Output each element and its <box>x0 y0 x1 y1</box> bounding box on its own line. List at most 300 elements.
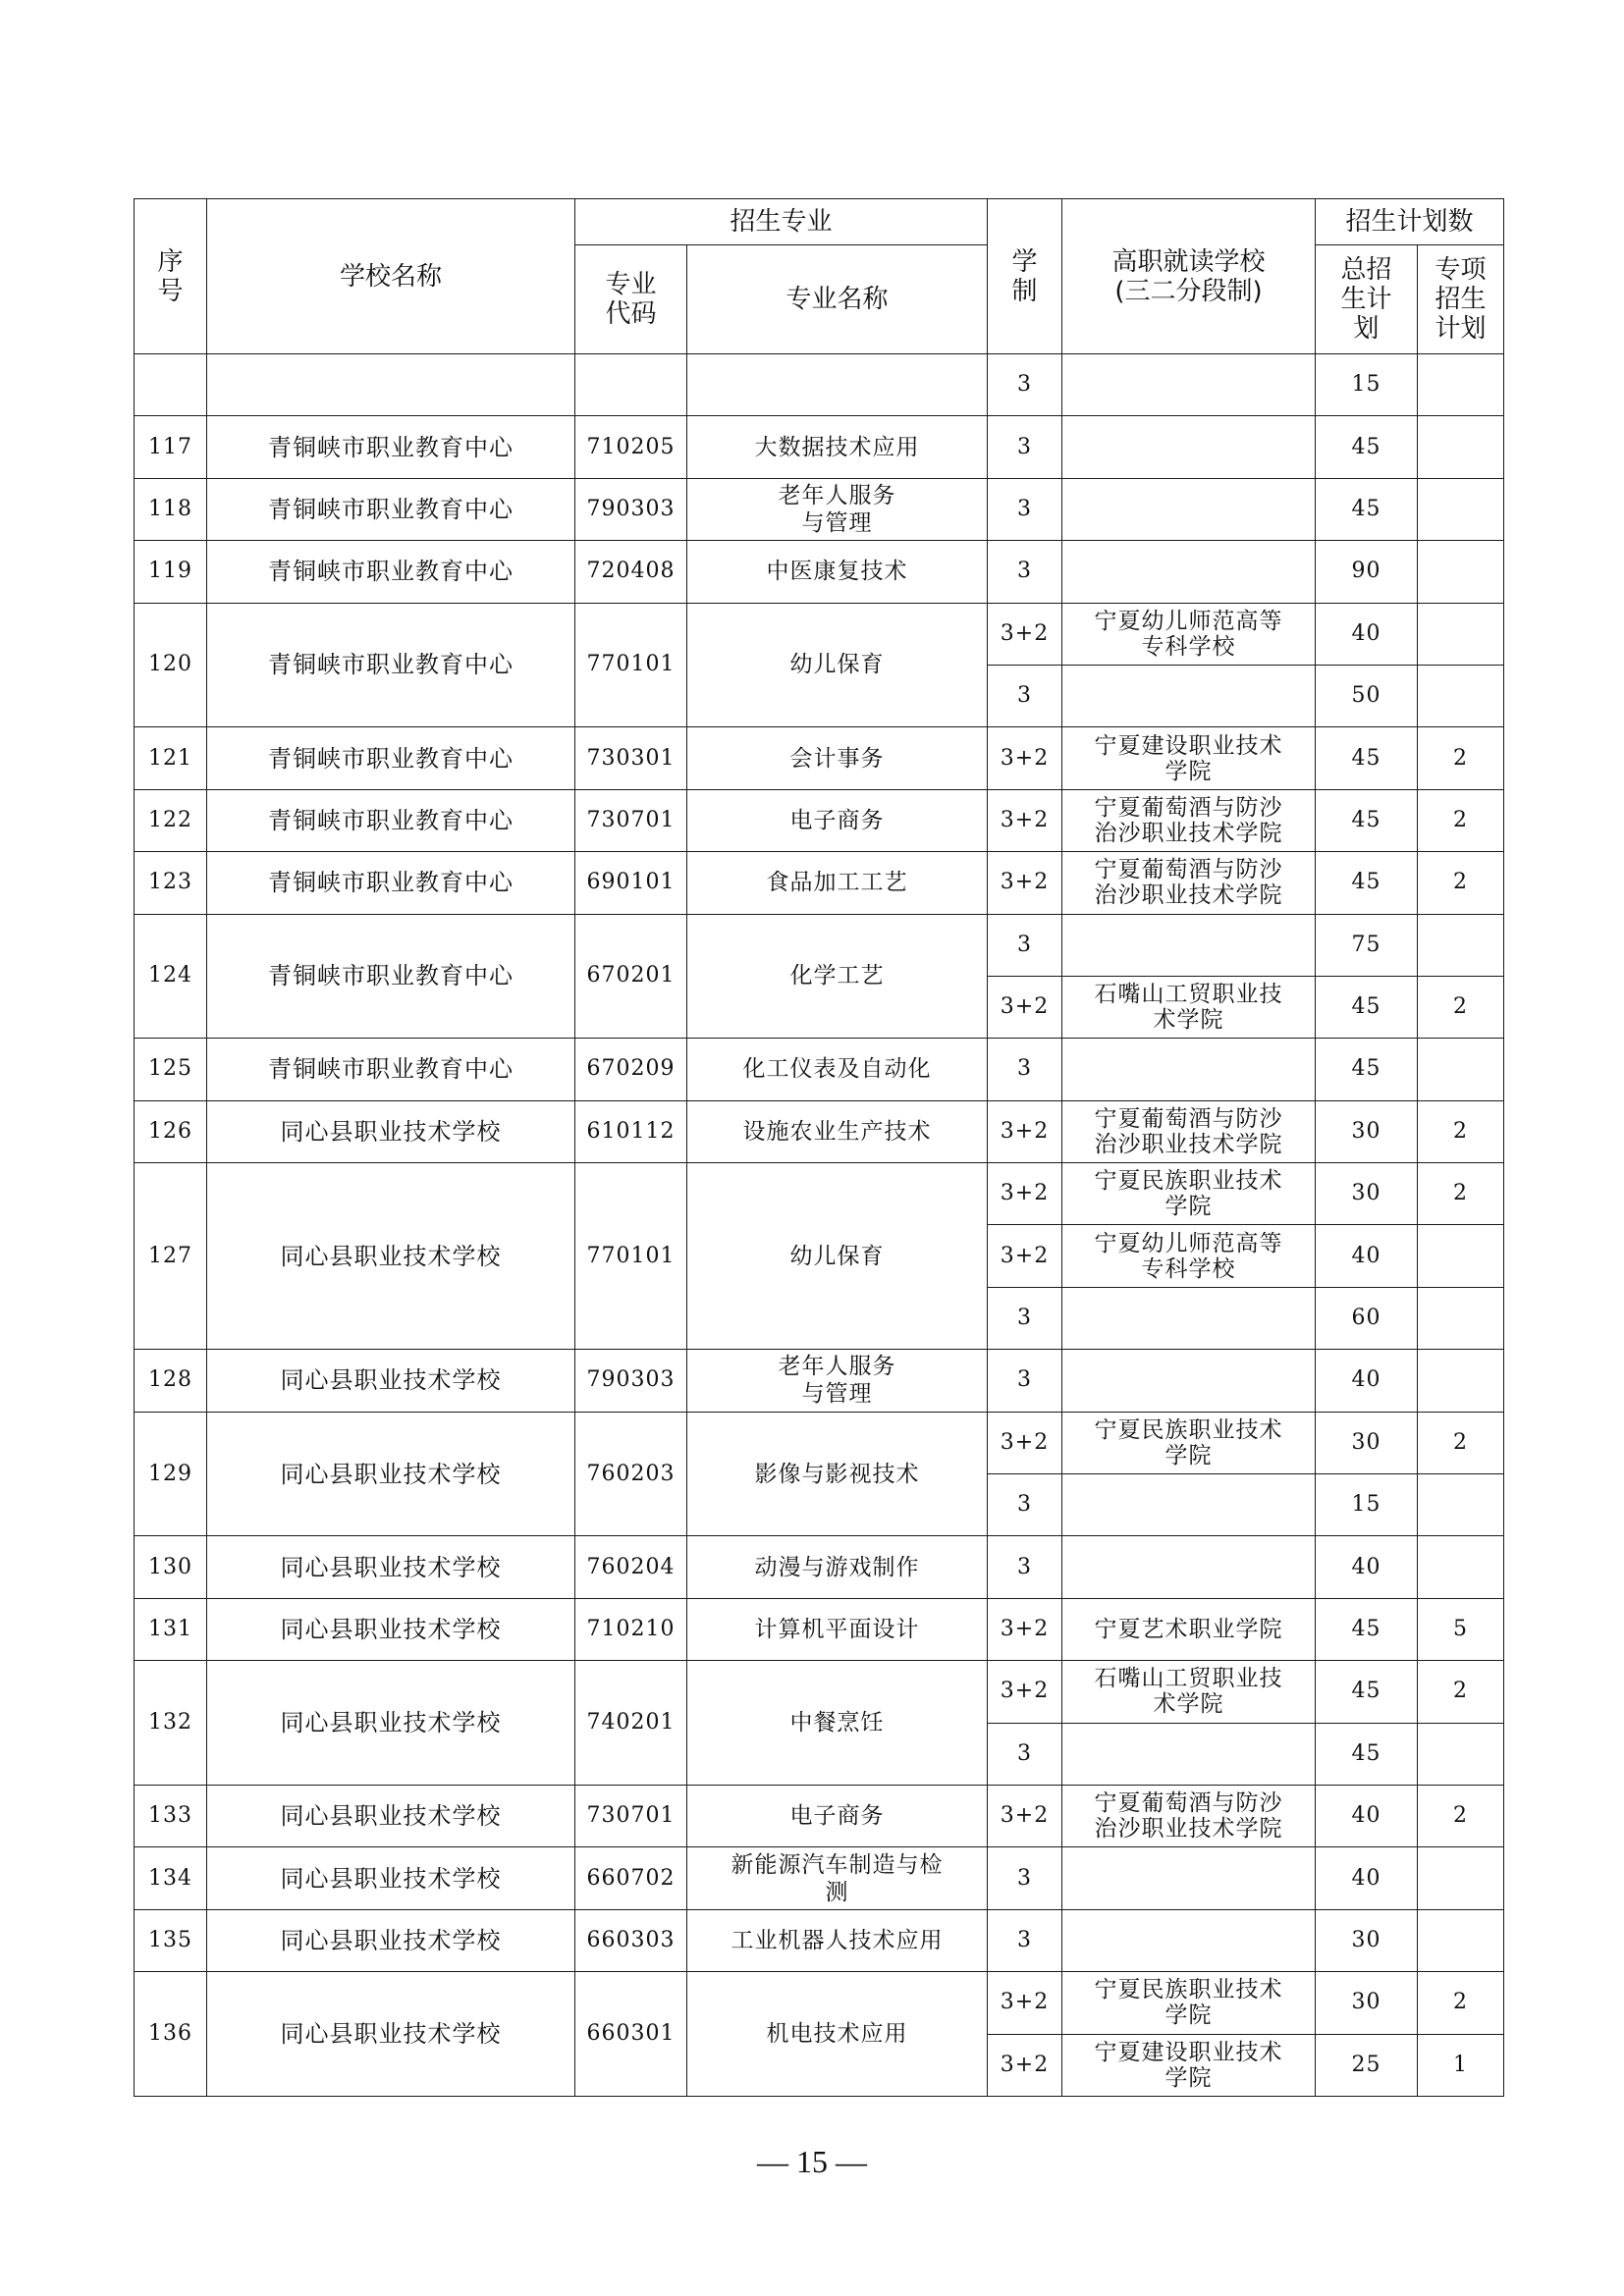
row-plan-total-text: 45 <box>1351 807 1381 832</box>
row-major-name-text: 设施农业生产技术 <box>742 1118 932 1145</box>
row-plan-total <box>1316 478 1418 540</box>
row-plan-special-text: 2 <box>1453 1803 1468 1829</box>
row-major-name-text: 老年人服务 与管理 <box>778 482 896 536</box>
row-major-name <box>687 1661 988 1786</box>
row-plan-total-text: 45 <box>1351 745 1381 771</box>
row-major-name <box>687 1100 988 1162</box>
row-plan-special <box>1418 1972 1504 2034</box>
row-seq <box>135 914 207 1039</box>
row-plan-total <box>1316 1163 1418 1225</box>
row-major-code <box>575 478 687 540</box>
row-plan-special <box>1418 1598 1504 1660</box>
row-major-code-text: 610112 <box>586 1118 676 1144</box>
row-plan-total-text: 75 <box>1351 932 1381 957</box>
row-school-name-text: 同心县职业技术学校 <box>280 1709 502 1737</box>
row-major-name-text: 机电技术应用 <box>766 2021 908 2048</box>
row-duration-text: 3+2 <box>1000 1617 1050 1641</box>
row-major-name <box>687 603 988 727</box>
table-row <box>135 1847 1504 1909</box>
row-plan-special <box>1418 1723 1504 1785</box>
row-major-code-text: 790303 <box>586 1367 676 1393</box>
row-school-name-text: 青铜峡市职业教育中心 <box>268 558 514 586</box>
row-major-name-text: 会计事务 <box>789 745 885 772</box>
row-higher-school <box>1062 354 1316 416</box>
row-plan-total <box>1316 727 1418 789</box>
row-plan-special <box>1418 416 1504 478</box>
row-plan-total <box>1316 1909 1418 1971</box>
row-duration <box>988 354 1062 416</box>
row-school-name-text: 同心县职业技术学校 <box>280 1553 502 1581</box>
row-major-code-text: 670209 <box>586 1056 676 1082</box>
row-plan-special <box>1418 1536 1504 1598</box>
row-plan-special-text: 2 <box>1453 1429 1468 1455</box>
row-duration-text: 3 <box>1017 434 1032 459</box>
row-higher-school-text: 宁夏民族职业技术 学院 <box>1094 1977 1283 2029</box>
row-plan-total-text: 45 <box>1351 496 1381 521</box>
row-major-name-text: 动漫与游戏制作 <box>754 1554 920 1580</box>
row-higher-school <box>1062 416 1316 478</box>
row-plan-total-text: 50 <box>1351 683 1381 709</box>
row-plan-special-text: 2 <box>1453 807 1468 832</box>
row-higher-school <box>1062 1723 1316 1785</box>
row-seq-text: 125 <box>148 1056 192 1082</box>
row-higher-school <box>1062 1163 1316 1225</box>
row-plan-special <box>1418 1847 1504 1909</box>
row-plan-special <box>1418 1474 1504 1536</box>
row-duration-text: 3+2 <box>1000 1679 1050 1704</box>
row-duration-text: 3 <box>1017 1056 1032 1082</box>
row-seq <box>135 1039 207 1100</box>
row-duration <box>988 416 1062 478</box>
table-row <box>135 1972 1504 2034</box>
row-seq-text: 131 <box>148 1617 192 1641</box>
row-school-name-text: 同心县职业技术学校 <box>280 1802 502 1831</box>
row-higher-school-text: 宁夏葡萄酒与防沙 治沙职业技术学院 <box>1094 857 1283 909</box>
row-plan-total-text: 90 <box>1351 559 1381 584</box>
row-plan-special <box>1418 541 1504 603</box>
row-plan-total <box>1316 1847 1418 1909</box>
row-seq-text: 129 <box>148 1461 192 1486</box>
row-major-code <box>575 1100 687 1162</box>
row-seq-text: 135 <box>148 1927 192 1952</box>
table-row <box>135 789 1504 851</box>
row-major-name-text: 计算机平面设计 <box>754 1617 920 1642</box>
row-higher-school <box>1062 1598 1316 1660</box>
row-major-code <box>575 1598 687 1660</box>
row-plan-total-text: 60 <box>1351 1306 1381 1331</box>
row-school-name-text: 青铜峡市职业教育中心 <box>268 651 514 679</box>
row-major-name <box>687 354 988 416</box>
row-plan-total-text: 40 <box>1351 1803 1381 1829</box>
row-school-name <box>207 1412 575 1536</box>
row-higher-school-text: 宁夏民族职业技术 学院 <box>1094 1168 1283 1220</box>
row-school-name <box>207 914 575 1039</box>
row-higher-school <box>1062 603 1316 665</box>
row-school-name-text: 同心县职业技术学校 <box>280 2020 502 2049</box>
row-plan-special <box>1418 665 1504 726</box>
row-higher-school-text: 石嘴山工贸职业技 术学院 <box>1094 982 1283 1034</box>
row-school-name <box>207 1598 575 1660</box>
row-plan-total <box>1316 603 1418 665</box>
header-major-group <box>575 199 988 245</box>
row-major-code <box>575 603 687 727</box>
row-school-name <box>207 541 575 603</box>
row-plan-total <box>1316 1100 1418 1162</box>
row-major-code <box>575 789 687 851</box>
enrollment-plan-table <box>134 198 1504 2097</box>
row-seq-text: 117 <box>148 434 192 459</box>
row-major-name <box>687 541 988 603</box>
row-school-name <box>207 354 575 416</box>
row-major-name <box>687 914 988 1039</box>
row-plan-total <box>1316 354 1418 416</box>
row-duration <box>988 541 1062 603</box>
row-higher-school-text: 宁夏幼儿师范高等 专科学校 <box>1094 1230 1283 1282</box>
row-duration <box>988 1350 1062 1412</box>
row-higher-school <box>1062 727 1316 789</box>
row-plan-total <box>1316 1287 1418 1349</box>
row-higher-school-text: 宁夏葡萄酒与防沙 治沙职业技术学院 <box>1094 1790 1283 1842</box>
row-higher-school <box>1062 478 1316 540</box>
row-plan-total-text: 15 <box>1351 372 1381 398</box>
row-major-name-text: 食品加工工艺 <box>766 870 908 896</box>
row-major-name <box>687 1350 988 1412</box>
row-school-name <box>207 852 575 914</box>
row-higher-school <box>1062 665 1316 726</box>
row-higher-school <box>1062 914 1316 976</box>
row-higher-school-text: 石嘴山工贸职业技 术学院 <box>1094 1666 1283 1718</box>
row-seq-text: 133 <box>148 1803 192 1829</box>
row-plan-special <box>1418 1350 1504 1412</box>
row-major-code-text: 660303 <box>586 1927 676 1952</box>
row-major-name-text: 幼儿保育 <box>789 1243 885 1269</box>
row-plan-special <box>1418 914 1504 976</box>
row-seq <box>135 1412 207 1536</box>
row-school-name-text: 青铜峡市职业教育中心 <box>268 744 514 773</box>
row-school-name <box>207 1536 575 1598</box>
row-duration-text: 3+2 <box>1000 1429 1050 1455</box>
row-higher-school-text: 宁夏艺术职业学院 <box>1094 1617 1283 1642</box>
row-major-name-text: 电子商务 <box>789 1803 885 1830</box>
row-higher-school <box>1062 1972 1316 2034</box>
row-school-name <box>207 1847 575 1909</box>
row-school-name-text: 同心县职业技术学校 <box>280 1460 502 1488</box>
table-row <box>135 914 1504 976</box>
row-duration <box>988 1972 1062 2034</box>
header-school <box>207 199 575 354</box>
row-major-code <box>575 1785 687 1846</box>
row-school-name-text: 同心县职业技术学校 <box>280 1864 502 1893</box>
row-duration <box>988 1287 1062 1349</box>
row-plan-total-text: 40 <box>1351 1367 1381 1393</box>
header-plan-total-text: 总招 生计 划 <box>1340 255 1392 344</box>
row-major-name <box>687 1785 988 1846</box>
row-duration-text: 3+2 <box>1000 1181 1050 1206</box>
table-row <box>135 1785 1504 1846</box>
row-plan-total-text: 30 <box>1351 1927 1381 1952</box>
row-duration-text: 3+2 <box>1000 1803 1050 1829</box>
header-duration <box>988 199 1062 354</box>
row-seq-text: 120 <box>148 652 192 677</box>
row-major-name <box>687 1598 988 1660</box>
header-major-code-text: 专业 代码 <box>605 270 657 329</box>
table-row <box>135 1909 1504 1971</box>
row-duration <box>988 1039 1062 1100</box>
row-school-name <box>207 1972 575 2097</box>
row-duration <box>988 1785 1062 1846</box>
row-duration-text: 3+2 <box>1000 994 1050 1020</box>
row-duration <box>988 1723 1062 1785</box>
table-row <box>135 416 1504 478</box>
header-higher-school <box>1062 199 1316 354</box>
header-plan-group-text: 招生计划数 <box>1345 207 1474 237</box>
row-school-name <box>207 1909 575 1971</box>
row-higher-school-text: 宁夏建设职业技术 学院 <box>1094 732 1283 784</box>
row-plan-special <box>1418 478 1504 540</box>
row-duration-text: 3+2 <box>1000 1990 1050 2015</box>
row-higher-school <box>1062 789 1316 851</box>
row-plan-special-text: 2 <box>1453 994 1468 1020</box>
row-school-name <box>207 1661 575 1786</box>
row-higher-school <box>1062 541 1316 603</box>
row-major-name-text: 新能源汽车制造与检 测 <box>731 1851 944 1905</box>
row-plan-total <box>1316 1350 1418 1412</box>
row-seq <box>135 789 207 851</box>
row-school-name-text: 青铜峡市职业教育中心 <box>268 962 514 990</box>
row-higher-school <box>1062 1287 1316 1349</box>
header-seq <box>135 199 207 354</box>
row-major-name-text: 大数据技术应用 <box>754 434 920 460</box>
row-school-name <box>207 1100 575 1162</box>
row-major-name <box>687 852 988 914</box>
row-seq <box>135 1100 207 1162</box>
row-seq <box>135 1598 207 1660</box>
row-duration <box>988 976 1062 1038</box>
row-duration-text: 3 <box>1017 1554 1032 1579</box>
row-major-code <box>575 914 687 1039</box>
header-major-name <box>687 245 988 354</box>
row-seq <box>135 354 207 416</box>
row-duration <box>988 603 1062 665</box>
row-duration <box>988 478 1062 540</box>
row-plan-special <box>1418 1661 1504 1723</box>
row-major-name <box>687 478 988 540</box>
row-duration-text: 3 <box>1017 1492 1032 1518</box>
row-major-code-text: 660702 <box>586 1865 676 1891</box>
row-major-name-text: 中餐烹饪 <box>789 1710 885 1736</box>
row-plan-special <box>1418 1100 1504 1162</box>
row-major-name <box>687 727 988 789</box>
row-major-code <box>575 1163 687 1350</box>
row-higher-school <box>1062 976 1316 1038</box>
header-school-text: 学校名称 <box>339 261 442 292</box>
row-duration-text: 3 <box>1017 1927 1032 1952</box>
header-plan-special-text: 专项 招生 计划 <box>1435 255 1487 344</box>
header-major-name-text: 专业名称 <box>785 285 889 314</box>
row-seq-text: 123 <box>148 870 192 895</box>
row-plan-special <box>1418 1412 1504 1473</box>
row-major-name-text: 影像与影视技术 <box>754 1461 920 1487</box>
row-seq-text: 124 <box>148 963 192 988</box>
row-plan-total <box>1316 1412 1418 1473</box>
row-major-code-text: 740201 <box>586 1710 676 1735</box>
row-major-code <box>575 1412 687 1536</box>
row-plan-special <box>1418 2034 1504 2096</box>
row-higher-school <box>1062 1536 1316 1598</box>
row-plan-total <box>1316 1661 1418 1723</box>
table-row <box>135 603 1504 665</box>
row-seq <box>135 852 207 914</box>
row-major-code <box>575 1909 687 1971</box>
row-higher-school-text: 宁夏葡萄酒与防沙 治沙职业技术学院 <box>1094 794 1283 846</box>
row-school-name <box>207 416 575 478</box>
row-major-code <box>575 1536 687 1598</box>
row-plan-total-text: 40 <box>1351 620 1381 646</box>
row-duration <box>988 1661 1062 1723</box>
row-plan-total <box>1316 852 1418 914</box>
row-duration-text: 3 <box>1017 683 1032 709</box>
row-higher-school <box>1062 1039 1316 1100</box>
row-plan-total <box>1316 1039 1418 1100</box>
row-higher-school <box>1062 2034 1316 2096</box>
row-duration <box>988 852 1062 914</box>
row-seq <box>135 1163 207 1350</box>
row-plan-special-text: 5 <box>1453 1617 1468 1641</box>
row-major-name-text: 工业机器人技术应用 <box>731 1927 944 1953</box>
row-plan-special <box>1418 1163 1504 1225</box>
row-duration <box>988 1474 1062 1536</box>
row-plan-special-text: 2 <box>1453 1181 1468 1206</box>
row-duration-text: 3 <box>1017 559 1032 584</box>
row-school-name-text: 青铜峡市职业教育中心 <box>268 433 514 461</box>
row-plan-total-text: 30 <box>1351 1118 1381 1144</box>
row-major-code-text: 720408 <box>586 559 676 584</box>
row-plan-total <box>1316 1785 1418 1846</box>
row-school-name <box>207 478 575 540</box>
row-duration-text: 3+2 <box>1000 2052 1050 2077</box>
row-school-name-text: 青铜峡市职业教育中心 <box>268 806 514 834</box>
row-major-code-text: 760203 <box>586 1461 676 1486</box>
row-school-name-text: 同心县职业技术学校 <box>280 1366 502 1395</box>
row-duration-text: 3 <box>1017 1740 1032 1766</box>
row-plan-special <box>1418 727 1504 789</box>
header-major-group-text: 招生专业 <box>730 207 833 237</box>
row-plan-total-text: 40 <box>1351 1554 1381 1579</box>
table-row <box>135 1350 1504 1412</box>
row-duration <box>988 1225 1062 1287</box>
row-plan-total <box>1316 914 1418 976</box>
row-major-name-text: 中医康复技术 <box>766 559 908 585</box>
row-plan-total <box>1316 665 1418 726</box>
header-seq-text: 序 号 <box>157 246 184 306</box>
table-row <box>135 1412 1504 1473</box>
row-plan-total-text: 40 <box>1351 1865 1381 1891</box>
row-plan-special <box>1418 1225 1504 1287</box>
row-duration <box>988 1847 1062 1909</box>
row-duration <box>988 1100 1062 1162</box>
row-plan-total <box>1316 789 1418 851</box>
row-duration-text: 3+2 <box>1000 870 1050 895</box>
row-school-name-text: 青铜峡市职业教育中心 <box>268 495 514 523</box>
row-school-name <box>207 789 575 851</box>
row-plan-total-text: 30 <box>1351 1181 1381 1206</box>
row-major-name-text: 化学工艺 <box>789 963 885 989</box>
row-plan-total-text: 15 <box>1351 1492 1381 1518</box>
row-duration <box>988 1536 1062 1598</box>
row-plan-total <box>1316 1225 1418 1287</box>
row-major-name <box>687 789 988 851</box>
row-school-name <box>207 1785 575 1846</box>
row-school-name-text: 同心县职业技术学校 <box>280 1616 502 1643</box>
row-duration <box>988 914 1062 976</box>
row-seq <box>135 727 207 789</box>
row-plan-total <box>1316 1723 1418 1785</box>
row-major-code <box>575 1847 687 1909</box>
row-plan-special <box>1418 603 1504 665</box>
row-plan-total-text: 30 <box>1351 1429 1381 1455</box>
row-major-code-text: 790303 <box>586 496 676 521</box>
row-school-name-text: 同心县职业技术学校 <box>280 1242 502 1270</box>
row-seq-text: 130 <box>148 1554 192 1579</box>
row-higher-school-text: 宁夏幼儿师范高等 专科学校 <box>1094 608 1283 660</box>
row-major-code-text: 760204 <box>586 1554 676 1579</box>
table-row <box>135 1100 1504 1162</box>
row-duration-text: 3+2 <box>1000 745 1050 771</box>
row-major-code-text: 770101 <box>586 1243 676 1268</box>
row-major-code <box>575 1972 687 2097</box>
row-plan-total-text: 45 <box>1351 1740 1381 1766</box>
row-plan-special-text: 1 <box>1453 2052 1468 2077</box>
row-plan-special <box>1418 852 1504 914</box>
row-duration-text: 3 <box>1017 372 1032 398</box>
table-row <box>135 1163 1504 1225</box>
row-major-name-text: 幼儿保育 <box>789 652 885 678</box>
row-seq-text: 128 <box>148 1367 192 1393</box>
row-major-code <box>575 852 687 914</box>
row-duration-text: 3 <box>1017 1367 1032 1393</box>
row-duration <box>988 2034 1062 2096</box>
row-duration-text: 3+2 <box>1000 1118 1050 1144</box>
row-duration <box>988 1412 1062 1473</box>
row-plan-special <box>1418 789 1504 851</box>
row-major-name <box>687 1412 988 1536</box>
table-row <box>135 1536 1504 1598</box>
row-major-code <box>575 1039 687 1100</box>
row-duration-text: 3 <box>1017 496 1032 521</box>
row-duration-text: 3+2 <box>1000 620 1050 646</box>
header-plan-total <box>1316 245 1418 354</box>
row-plan-total <box>1316 1972 1418 2034</box>
row-plan-total <box>1316 1598 1418 1660</box>
header-duration-text: 学 制 <box>1011 246 1038 306</box>
row-major-code-text: 730301 <box>586 745 676 771</box>
row-school-name-text: 同心县职业技术学校 <box>280 1926 502 1954</box>
table-row <box>135 1598 1504 1660</box>
row-major-name <box>687 1847 988 1909</box>
row-major-name <box>687 416 988 478</box>
row-higher-school-text: 宁夏建设职业技术 学院 <box>1094 2039 1283 2091</box>
row-seq-text: 119 <box>148 559 192 584</box>
row-major-name-text: 化工仪表及自动化 <box>742 1056 932 1083</box>
row-plan-total-text: 45 <box>1351 1617 1381 1641</box>
header-higher-school-text: 高职就读学校 (三二分段制) <box>1111 246 1266 306</box>
row-higher-school <box>1062 1785 1316 1846</box>
row-major-name-text: 电子商务 <box>789 807 885 833</box>
table-row <box>135 541 1504 603</box>
row-higher-school <box>1062 1909 1316 1971</box>
row-higher-school-text: 宁夏民族职业技术 学院 <box>1094 1416 1283 1468</box>
row-seq <box>135 1847 207 1909</box>
